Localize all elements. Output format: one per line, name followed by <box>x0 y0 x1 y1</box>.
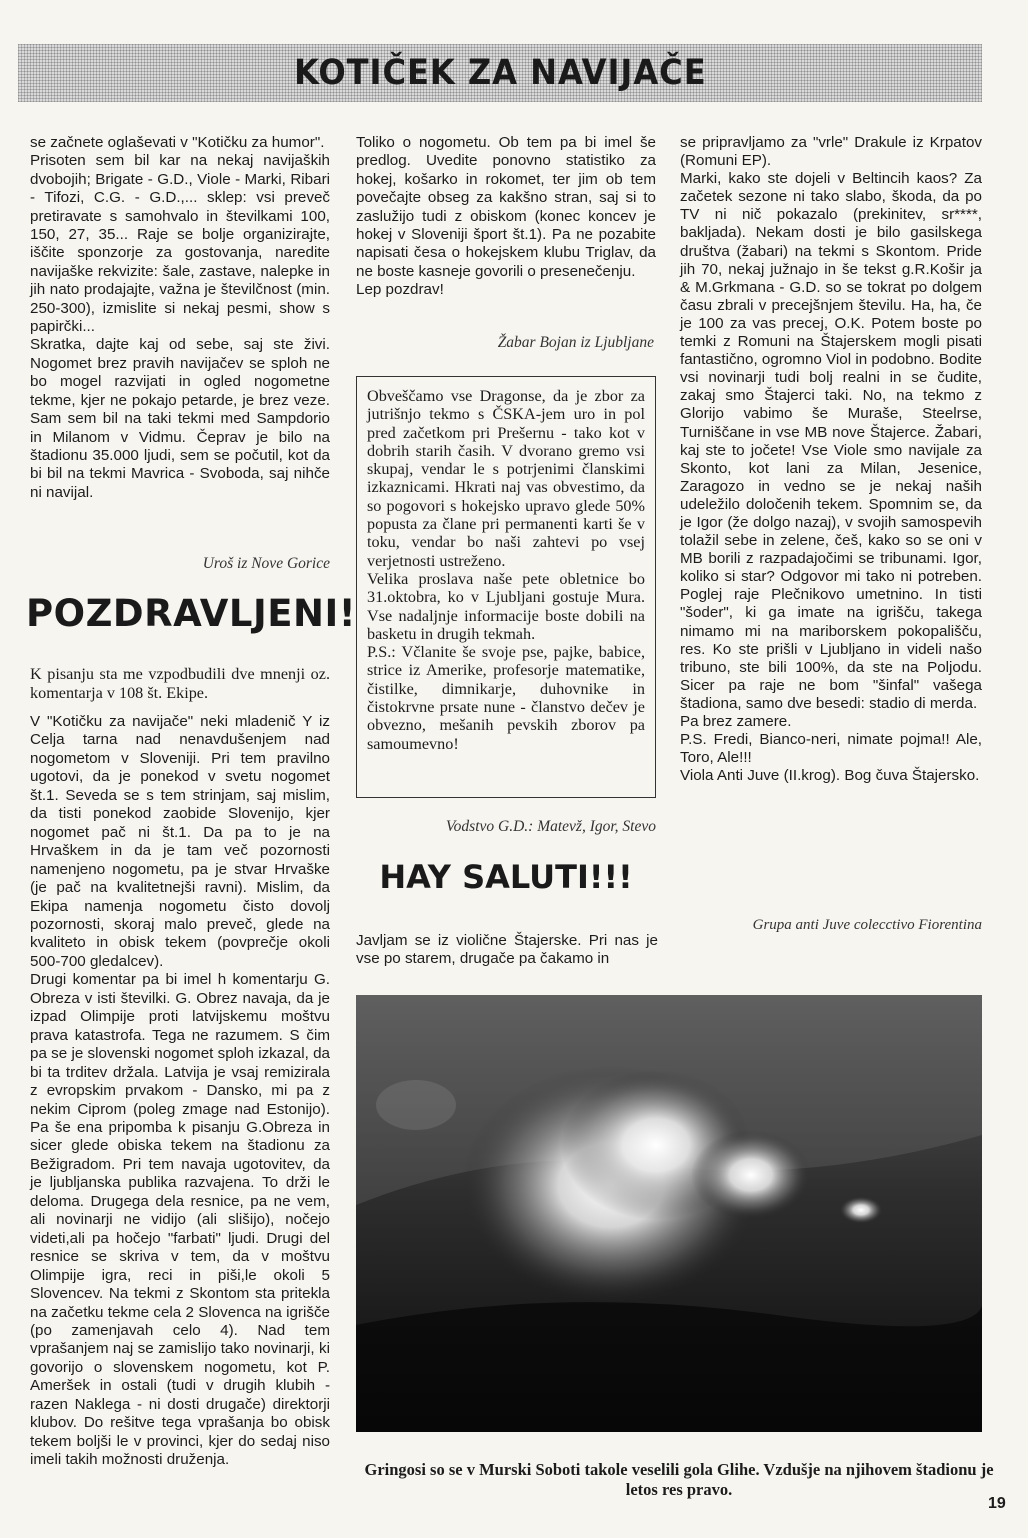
photo-caption: Gringosi so se v Murski Soboti takole veselili gola Glihe. Vzdušje na njihovem štadionu je letos res pravo. <box>364 1460 994 1499</box>
header-banner <box>18 44 982 102</box>
pozdravljeni-intro: K pisanju sta me vzpodbudili dve mnenji oz. komentarja v 108 št. Ekipe. <box>30 665 330 702</box>
dragons-notice-box <box>356 376 656 798</box>
article-uros-text: se začnete oglaševati v "Kotičku za humor". Prisoten sem bil kar na nekaj navijaških dvobojih; Brigate - G.D., Viole - Marki, Ribari - Tifozi, C.G. - G.D.,... sklep: vsi preveč pretiravate s samohvalo in številkami 100, 150, 27, 35... Raje se bolje organizirajte, iščite sponzorje za gostovanja, naredite navijaške rekvizite: šale, zastave, nalepke in jih nato prodajajte, važna je številčnost (min. 250-300), izmislite si nekaj pesmi, show s papirčki... Skratka, dajte kaj od sebe, saj ste živi. Nogomet brez pravih navijačev se sploh ne bo mogel razvijati in ogled nogometne tekme, kjer ne pokajo petarde, je brez veze. Sam sem bil na taki tekmi med Sampdorio in Milanom v Vidmu. Čeprav je bilo na štadionu 35.000 ljudi, sem se počutil, kot da bi bil na tekmi Mavrica - Svoboda, saj nihče ni navijal. <box>30 134 330 501</box>
hay-saluti-body: Javljam se iz violične Štajerske. Pri nas je vse po starem, drugače pa čakamo in <box>356 932 658 968</box>
pozdravljeni-heading: POZDRAVLJENI! <box>26 592 357 635</box>
hay-saluti-heading: HAY SALUTI!!! <box>379 858 633 896</box>
pozdravljeni-body: V "Kotičku za navijače" neki mladenič Y iz Celja tarna nad nenavdušenjem nad nogometom v Sloveniji. Pri tem pravilno ugotovi, da je ponekod v svetu nogomet št.1. Seveda se s tem strinjam, saj mislim, da tisti ponekod zaobide Slovenijo, kjer nogomet pač ni št.1. Da pa to je na Hrvaškem in da je tam več pozornosti namenjeno nogometu, pa je stvar Hrvaške (je pač na kvalitetnejši ravni). Mislim, da Ekipa namenja nogometu čisto dovolj pozornosti, skoraj malo preveč, glede na kvaliteto in obisk tekem (povprečje okoli 500-700 gledalcev). Drugi komentar pa bi imel h komentarju G. Obreza v isti številki. G. Obrez navaja, da je izpad Olimpije proti latvijskemu moštvu prava katastrofa. Tega ne razumem. S čim pa se je slovenski nogomet sploh izkazal, da bi ta trditev držala. Latvija je vsaj remizirala z evropskim prvakom - Dansko, mi pa z nekim Ciprom (poleg zmage nad Estonijo). Pa še ena pripomba k pisanju G.Obreza in sicer glede obiska tekem na štadionu za Bežigradom. Pri tem navaja ugotovitev, da je ljubljanska publika razvajena. To drži le deloma. Drugega dela resnice, pa ne vem, ali novinarji ne vidijo (ali slišijo), nočejo videti,ali pa hočejo "farbati" ljudi. Drugi del resnice se skriva v tem, da v moštvu Olimpije igra, reci in piši,le okoli 5 Slovencev. Na tekmi z Skontom sta pritekla na začetku tekme cela 2 Slovenca na igrišče (po zamenjavah celo 4). Nad tem vprašanjem naj se zamislijo tako novinarji, ki govorijo o slovenskem nogometu, kot P. Ameršek in ostali (tudi v drugih klubih - razen Naklega - ni dosti drugače) direktorji klubov. Do rešitve tega vprašanja bo obisk tekem boljši le v provinci, kjer do sedaj niso imeli takih možnosti druženja. <box>30 713 330 1469</box>
dragons-notice-text: Obveščamo vse Dragonse, da je zbor za jutrišnjo tekmo s ČSKA-jem uro in pol pred začetkom pri Prešernu - tako kot v dobrih starih časih. V dvorano gremo vsi skupaj, vendar le s potrjenimi članskimi izkaznicami. Hkrati naj vas obvestimo, da so pogovori s hokejsko upravo glede 50% popusta za člane pri permanenti karti še v toku, vendar bo naši zahtevi po vsej verjetnosti ustreženo. Velika proslava naše pete obletnice bo 31.oktobra, ko v Ljubljani gostuje Mura. Vse nadaljnje informacije boste dobili na basketu in drugih tekmah. P.S.: Včlanite še svoje pse, pajke, babice, strice iz Amerike, profesorje matematike, čistilke, dimnikarje, duhovnike in čistokrvne prsate nune - članstvo dečev je obvezno, mešanih pevskih zborov pa samoumevno! <box>367 387 645 753</box>
dragons-notice-signature: Vodstvo G.D.: Matevž, Igor, Stevo <box>445 818 656 835</box>
page-title: KOTIČEK ZA NAVIJAČE <box>293 53 707 93</box>
viola-article-signature: Grupa anti Juve colecctivo Fiorentina <box>752 917 982 933</box>
article-uros-signature: Uroš iz Nove Gorice <box>202 555 330 572</box>
article-zabar-signature: Žabar Bojan iz Ljubljane <box>497 334 654 351</box>
page-number: 19 <box>988 1495 1006 1512</box>
viola-article-text: se pripravljamo za "vrle" Drakule iz Krpatov (Romuni EP). Marki, kako ste dojeli v Beltincih kaos? Za začetek sezone ni tako slabo, škoda, da po TV ni nič pokazalo (prekinitev, sr****, bakljada). Nekam dosti je bilo gasilskega društva (žabari) na tekmi s Skontom. Pride jih 70, nekaj južnajo in še tekst g.R.Košir ja & M.Grkmana - G.D. so se tokrat po dolgem času zbrali v precejšnjem številu. Ha, ha, če je 100 za vas precej, O.K. Potem boste po temki z Romuni na Štajerskem mogli pisati fantastično, ogromno Viol in podobno. Bodite vsi novinarji tudi bolj realni in se čudite, zakaj smo Štajerci taki. No, na tekmo z Glorijo vabimo še Muraše, Steelrse, Turniščane in vse MB nove Štajerce. Žabari, kaj ste to jočete! Vse Viole smo navijale za Skonto, kot lani za Milan, Jesenice, Zaragozo in vedno se je nekaj naših udeležilo določenih tekem. Spomnim se, da je Igor (že dolgo nazaj), v svojih samospevih tolažil sebe in zelene, češ, kako so se oni v MB borili z razpadajočimi se tribunami. Igor, koliko si star? Odgovor mi tako ni potreben. Poglej raje Plečnikovo umetnino. In tisti "šoder", ki ga imate na igrišču, takega nimamo mi na mariborskem pokopališču, res. Ko ste prišli v Ljubljano in videli našo tribuno, ste bili 100%, da ste na Poljodu. Sicer pa raje ne bom "šinfal" vašega štadiona, samo dve besedi: stadio di merda. Pa brez zamere. P.S. Fredi, Bianco-neri, nimate pojma!! Ale, Toro, Ale!!! Viola Anti Juve (II.krog). Bog čuva Štajersko. <box>680 134 982 785</box>
stadium-fans-photo <box>356 995 982 1432</box>
article-zabar-text: Toliko o nogometu. Ob tem pa bi imel še predlog. Uvedite ponovno statistiko za hokej, košarko in rokomet, ter jim ob tem povečajte obseg za kakšno stran, saj si to zaslužijo tudi z obiskom (konec koncev je hokej v Sloveniji šport št.1). Pa ne pozabite napisati česa o hokejskem klubu Triglav, da ne boste kasneje govorili o presenečenju. Lep pozdrav! <box>356 134 656 299</box>
